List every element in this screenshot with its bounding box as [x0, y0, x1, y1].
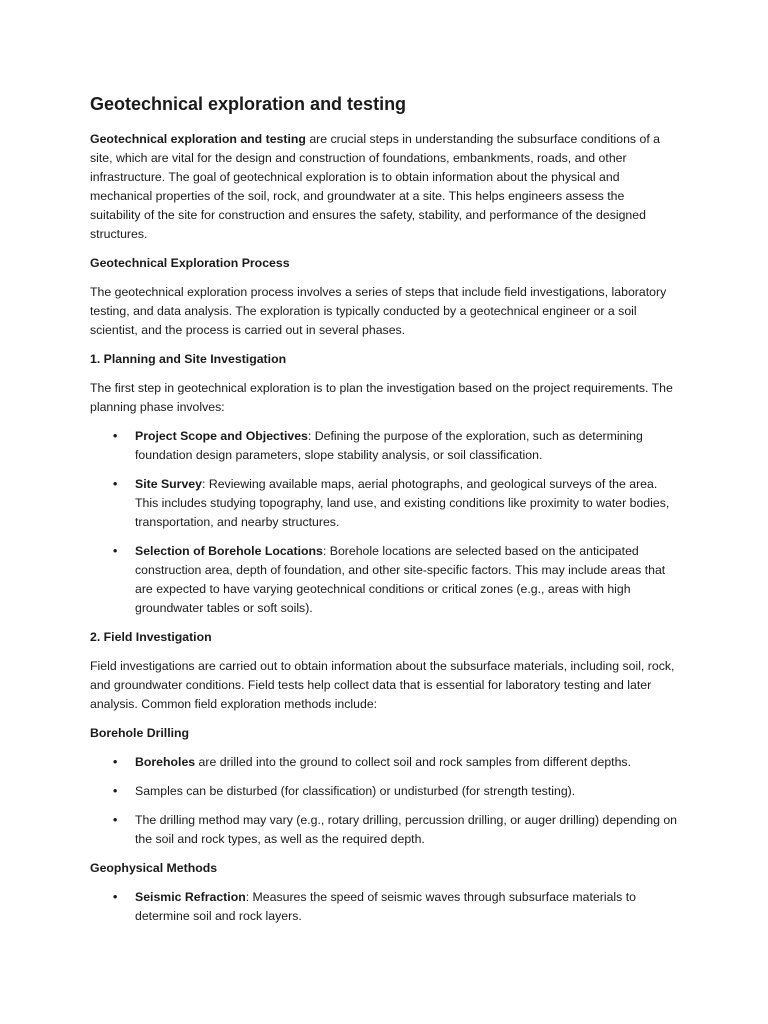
section1-heading: 1. Planning and Site Investigation: [90, 352, 287, 366]
document-title: Geotechnical exploration and testing: [90, 94, 407, 114]
borehole-list: [90, 753, 678, 849]
intro-paragraph: [90, 130, 678, 244]
geophysical-list: [90, 888, 678, 926]
borehole-heading: Borehole Drilling: [90, 726, 190, 740]
list-item-text: Samples can be disturbed (for classification) or undisturbed (for strength testing).: [135, 784, 576, 798]
list-item-bold: Selection of Borehole Locations: [135, 544, 323, 558]
list-item-text: : Defining the purpose of the exploration, such as determining foundation design parameters, slope stability analysis, or soil classification.: [135, 429, 643, 462]
list-item: [90, 427, 678, 465]
process-heading: Geotechnical Exploration Process: [90, 256, 290, 270]
section2-paragraph: Field investigations are carried out to obtain information about the subsurface materials, including soil, rock, and groundwater conditions. Field tests help collect data that is essential for laboratory testing and later analysis. Common field exploration methods include:: [90, 659, 675, 711]
intro-text: are crucial steps in understanding the subsurface conditions of a site, which are vital for the design and construction of foundations, embankments, roads, and other infrastructure. The goal of geotechnical exploration is to obtain information about the physical and mechanical properties of the soil, rock, and groundwater at a site. This helps engineers assess the suitability of the site for construction and ensures the safety, stability, and performance of the designed structures.: [90, 132, 661, 241]
list-item: [90, 811, 678, 849]
list-item-text: are drilled into the ground to collect soil and rock samples from different depths.: [195, 755, 632, 769]
list-item-bold: Boreholes: [135, 755, 196, 769]
list-item-text: : Measures the speed of seismic waves through subsurface materials to determine soil and rock layers.: [135, 890, 636, 923]
list-item-bold: Seismic Refraction: [135, 890, 246, 904]
section1-list: [90, 427, 678, 618]
list-item-bold: Project Scope and Objectives: [135, 429, 308, 443]
list-item-bold: Site Survey: [135, 477, 202, 491]
list-item: [90, 782, 678, 801]
list-item-text: : Borehole locations are selected based on the anticipated construction area, depth of foundation, and other site-specific factors. This may include areas that are expected to have varying geotechnical conditions or critical zones (e.g., areas with high groundwater tables or soft soils).: [135, 544, 666, 615]
geophysical-heading: Geophysical Methods: [90, 861, 218, 875]
list-item-text: : Reviewing available maps, aerial photographs, and geological surveys of the area. This includes studying topography, land use, and existing conditions like proximity to water bodies, transportation, and nearby structures.: [135, 477, 670, 529]
list-item-text: The drilling method may vary (e.g., rotary drilling, percussion drilling, or auger drilling) depending on the soil and rock types, as well as the required depth.: [135, 813, 678, 846]
intro-bold: Geotechnical exploration and testing: [90, 132, 306, 146]
list-item: [90, 753, 678, 772]
list-item: [90, 888, 678, 926]
list-item: [90, 542, 678, 618]
section1-paragraph: The first step in geotechnical exploration is to plan the investigation based on the project requirements. The planning phase involves:: [90, 381, 673, 414]
list-item: [90, 475, 678, 532]
section2-heading: 2. Field Investigation: [90, 630, 212, 644]
process-paragraph: The geotechnical exploration process involves a series of steps that include field investigations, laboratory testing, and data analysis. The exploration is typically conducted by a geotechnical engineer or a soil scientist, and the process is carried out in several phases.: [90, 285, 667, 337]
